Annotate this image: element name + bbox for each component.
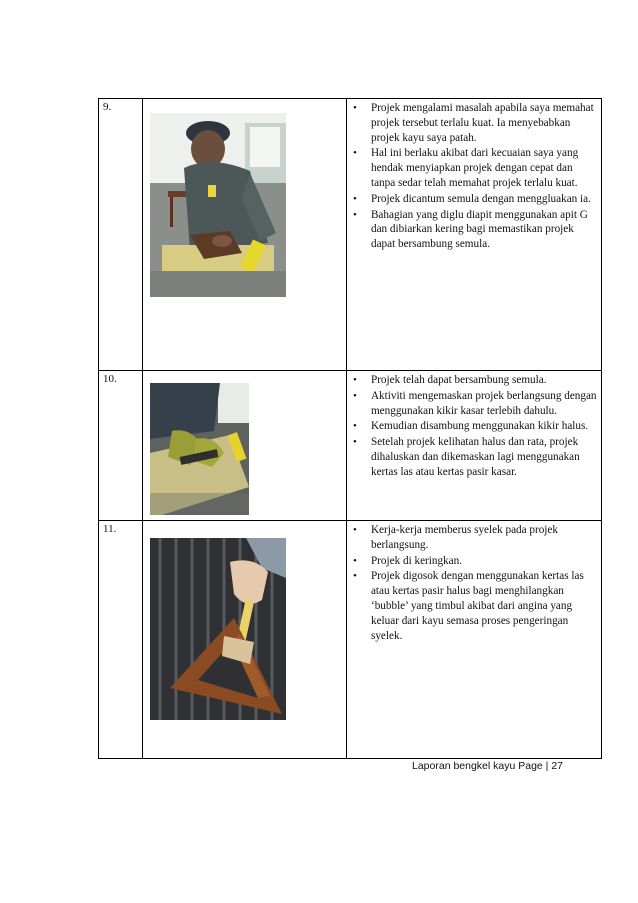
bullet-item: • Setelah projek kelihatan halus dan rata, projek dihaluskan dan dikemaskan lagi menggunakan kertas las atau kertas pasir kasar. xyxy=(371,435,597,479)
filing-project-photo xyxy=(150,383,249,515)
description-cell xyxy=(346,521,601,759)
bullet-list xyxy=(347,99,601,252)
bullet-item: • Hal ini berlaku akibat dari kecuaian saya yang hendak menyiapkan projek dengan cepat dan tanpa sedar telah memahat projek terlalu kuat. xyxy=(371,146,597,190)
brushing-shellac-photo xyxy=(150,538,286,720)
student-chiseling-photo xyxy=(150,113,286,297)
row-number-cell xyxy=(99,521,143,759)
bullet-item: • Projek telah dapat bersambung semula. xyxy=(371,373,597,388)
page-footer: Laporan bengkel kayu Page | 27 xyxy=(412,760,564,772)
description-cell xyxy=(346,371,601,521)
row-number-cell xyxy=(99,99,143,371)
bullet-item: • Bahagian yang diglu diapit menggunakan apit G dan dibiarkan kering bagi memastikan projek dapat bersambung semula. xyxy=(371,208,597,252)
bullet-item: • Projek di keringkan. xyxy=(371,554,597,569)
bullet-item: • Projek mengalami masalah apabila saya memahat projek tersebut terlalu kuat. Ia menyebabkan projek kayu saya patah. xyxy=(371,101,597,145)
bullet-item: • Projek dicantum semula dengan menggluakan ia. xyxy=(371,192,597,207)
row-number: 9. xyxy=(103,101,112,113)
bullet-item: • Kemudian disambung menggunakan kikir halus. xyxy=(371,419,597,434)
description-cell xyxy=(346,99,601,371)
bullet-list xyxy=(347,521,601,643)
bullet-item: • Aktiviti mengemaskan projek berlangsung dengan menggunakan kikir kasar terlebih dahulu. xyxy=(371,389,597,419)
row-number: 10. xyxy=(103,373,117,385)
row-number-cell xyxy=(99,371,143,521)
bullet-item: • Kerja-kerja memberus syelek pada projek berlangsung. xyxy=(371,523,597,553)
bullet-item: • Projek digosok dengan menggunakan kertas las atau kertas pasir halus bagi menghilangkan ‘bubble’ yang timbul akibat dari angina yang keluar dari kayu semasa proses pengeringan syelek. xyxy=(371,569,597,643)
row-number: 11. xyxy=(103,523,117,535)
bullet-list xyxy=(347,371,601,480)
